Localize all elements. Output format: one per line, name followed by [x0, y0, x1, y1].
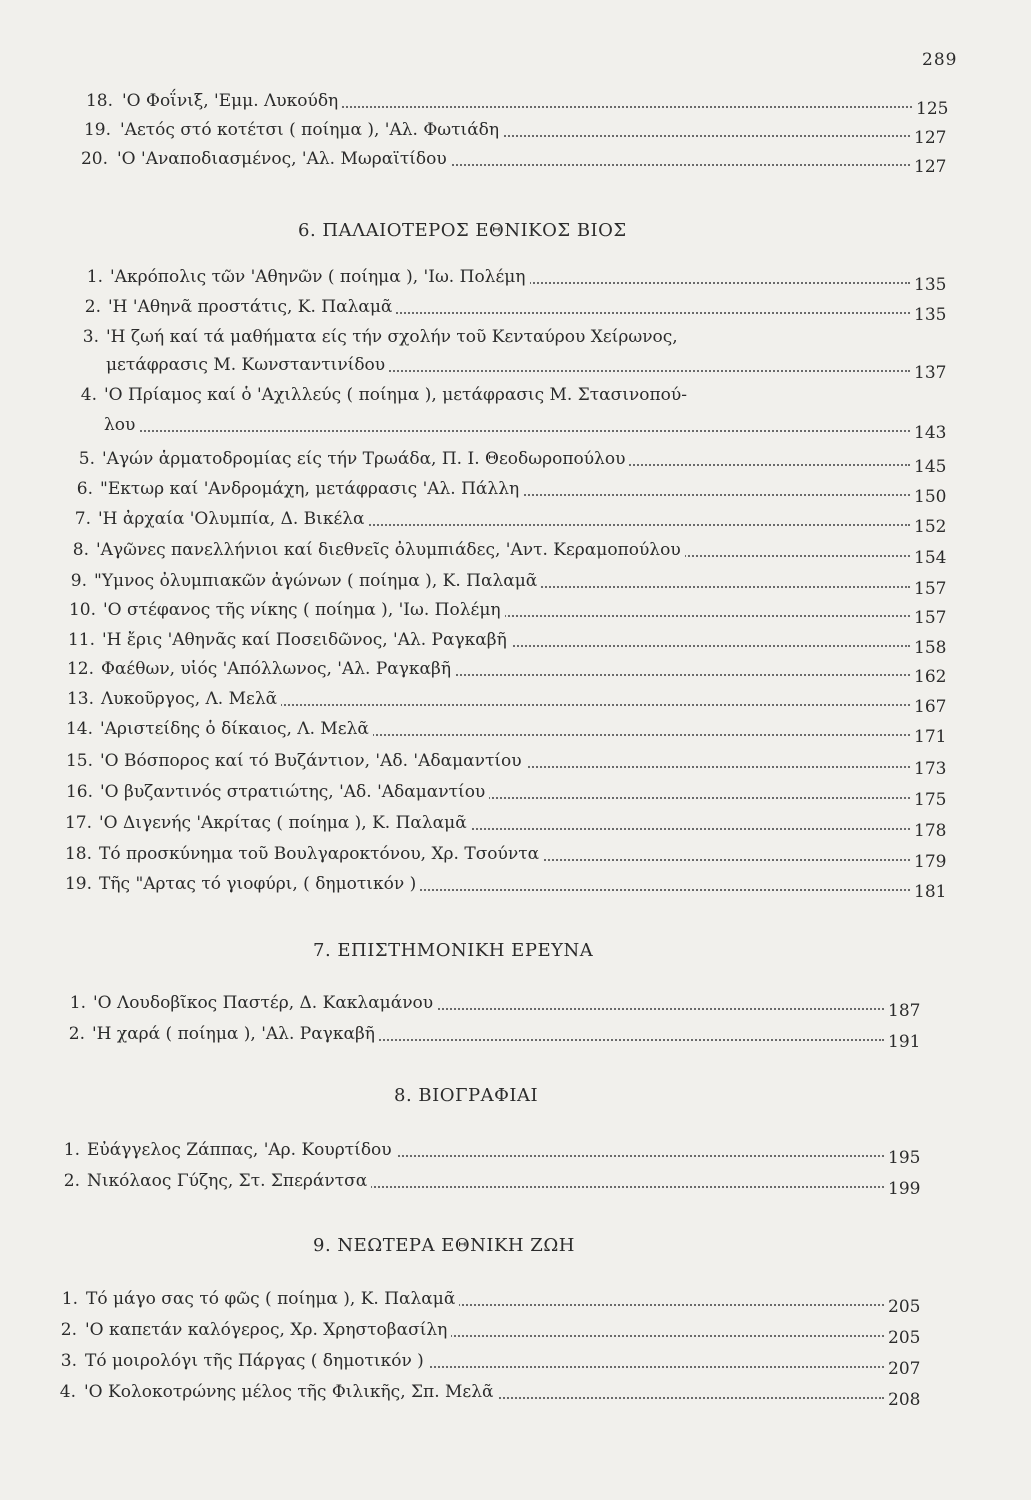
entry-number: 15. — [65, 751, 93, 771]
entry-number: 3. — [60, 1351, 77, 1371]
toc-entry — [0, 688, 1031, 718]
entry-title: Τό μοιρολόγι τῆς Πάργας ( δημοτικόν ) — [85, 1350, 428, 1372]
entry-number: 9. — [70, 571, 87, 591]
entry-title: Τό μάγο σας τό φῶς ( ποίημα ), Κ. Παλαμᾶ — [86, 1288, 459, 1310]
toc-entry — [0, 599, 1031, 629]
entry-page: 127 — [914, 157, 947, 177]
entry-page: 157 — [914, 608, 947, 628]
entry-number: 5. — [78, 449, 95, 469]
toc-entry — [0, 508, 1031, 538]
entry-title: Λυκοῦργος, Λ. Μελᾶ — [101, 688, 281, 710]
entry-number: 11. — [67, 630, 95, 650]
entry-number: 2. — [63, 1171, 80, 1191]
entry-page: 175 — [914, 790, 947, 810]
toc-entry — [0, 539, 1031, 569]
toc-entry — [0, 384, 1031, 442]
entry-number: 19. — [83, 120, 111, 140]
toc-entry — [0, 718, 1031, 748]
entry-number: 17. — [64, 813, 92, 833]
section-heading: 7. ΕΠΙΣΤΗΜΟΝΙΚΗ ΕΡΕΥΝΑ — [313, 940, 594, 961]
toc-entry — [0, 1023, 1031, 1053]
entry-page: 154 — [914, 548, 947, 568]
entry-number: 12. — [66, 659, 94, 679]
entry-title: 'Ο Λουδοβῖκος Παστέρ, Δ. Κακλαμάνου — [93, 992, 437, 1014]
entry-page: 205 — [888, 1328, 921, 1348]
toc-entry — [0, 781, 1031, 811]
entry-title: 'Ακρόπολις τῶν 'Αθηνῶν ( ποίημα ), 'Ιω. Πολέμη — [110, 266, 530, 288]
entry-page: 195 — [888, 1148, 921, 1168]
entry-number: 16. — [65, 782, 93, 802]
entry-page: 171 — [914, 727, 947, 747]
entry-title: Τῆς "Αρτας τό γιοφύρι, ( δημοτικόν ) — [99, 873, 420, 895]
entry-page: 157 — [914, 579, 947, 599]
entry-title: 'Ο καπετάν καλόγερος, Χρ. Χρηστοβασίλη — [85, 1319, 451, 1341]
entry-title: Φαέθων, υἱός 'Απόλλωνος, 'Αλ. Ραγκαβῆ — [101, 658, 455, 680]
toc-entry — [0, 1139, 1031, 1169]
dot-leader — [104, 430, 910, 432]
entry-number: 4. — [80, 385, 97, 405]
entry-page: 143 — [914, 423, 947, 443]
entry-page: 125 — [916, 99, 949, 119]
entry-title: Εὐάγγελος Ζάππας, 'Αρ. Κουρτίδου — [87, 1139, 396, 1161]
entry-number: 1. — [86, 267, 103, 287]
toc-entry — [0, 119, 1031, 149]
entry-number: 13. — [66, 689, 94, 709]
entry-title: "Υμνος ὀλυμπιακῶν ἀγώνων ( ποίημα ), Κ. Παλαμᾶ — [94, 570, 541, 592]
entry-page: 135 — [914, 305, 947, 325]
entry-number: 1. — [69, 993, 86, 1013]
toc-entry — [0, 478, 1031, 508]
entry-number: 7. — [74, 509, 91, 529]
entry-page: 208 — [888, 1390, 921, 1410]
entry-title: 'Ο στέφανος τῆς νίκης ( ποίημα ), 'Ιω. Πολέμη — [103, 599, 505, 621]
entry-page: 127 — [914, 128, 947, 148]
entry-number: 10. — [68, 600, 96, 620]
entry-title: 'Η 'Αθηνᾶ προστάτις, Κ. Παλαμᾶ — [108, 296, 396, 318]
entry-title: 'Αριστείδης ὁ δίκαιος, Λ. Μελᾶ — [100, 718, 373, 740]
section-heading: 6. ΠΑΛΑΙΟΤΕΡΟΣ ΕΘΝΙΚΟΣ ΒΙΟΣ — [298, 220, 627, 241]
entry-title: Τό προσκύνημα τοῦ Βουλγαροκτόνου, Χρ. Τσούντα — [99, 843, 543, 865]
entry-page: 199 — [888, 1179, 921, 1199]
entry-title-continued: λου — [104, 414, 139, 436]
entry-number: 3. — [82, 327, 99, 347]
entry-page: 191 — [888, 1032, 921, 1052]
toc-entry — [0, 1381, 1031, 1411]
entry-page: 150 — [914, 487, 947, 507]
toc-entry — [0, 266, 1031, 296]
entry-number: 2. — [68, 1024, 85, 1044]
entry-title: "Εκτωρ καί 'Ανδρομάχη, μετάφρασις 'Αλ. Πάλλη — [100, 478, 523, 500]
entry-number: 18. — [64, 844, 92, 864]
entry-title: 'Αγῶνες πανελλήνιοι καί διεθνεῖς ὀλυμπιάδες, 'Αντ. Κεραμοπούλου — [96, 539, 685, 561]
toc-entry — [0, 873, 1031, 903]
entry-title: 'Η ἔρις 'Αθηνᾶς καί Ποσειδῶνος, 'Αλ. Ραγκαβῆ — [102, 629, 511, 651]
entry-title: 'Ο Βόσπορος καί τό Βυζάντιον, 'Αδ. 'Αδαμαντίου — [100, 750, 526, 772]
entry-page: 173 — [914, 759, 947, 779]
entry-page: 145 — [914, 457, 947, 477]
entry-number: 6. — [76, 479, 93, 499]
toc-entry — [0, 148, 1031, 178]
entry-number: 14. — [65, 719, 93, 739]
toc-entry — [0, 992, 1031, 1022]
toc-entry — [0, 1288, 1031, 1318]
entry-title: 'Η χαρά ( ποίημα ), 'Αλ. Ραγκαβῆ — [92, 1023, 379, 1045]
entry-page: 181 — [914, 882, 947, 902]
entry-title: Νικόλαος Γύζης, Στ. Σπεράντσα — [87, 1170, 371, 1192]
entry-title: 'Ο Φοΐνιξ, 'Εμμ. Λυκούδη — [122, 90, 342, 112]
toc-entry — [0, 750, 1031, 780]
entry-number: 8. — [72, 540, 89, 560]
entry-title: 'Ο βυζαντινός στρατιώτης, 'Αδ. 'Αδαμαντίου — [100, 781, 489, 803]
entry-page: 179 — [914, 852, 947, 872]
page-number: 289 — [922, 50, 958, 70]
section-heading: 8. ΒΙΟΓΡΑΦΙΑΙ — [394, 1085, 539, 1106]
entry-page: 207 — [888, 1359, 921, 1379]
toc-entry — [0, 448, 1031, 478]
section-heading: 9. ΝΕΩΤΕΡΑ ΕΘΝΙΚΗ ΖΩΗ — [313, 1235, 575, 1256]
entry-title: 'Η ζωή καί τά μαθήματα είς τήν σχολήν τοῦ Κενταύρου Χείρωνος, — [106, 327, 678, 347]
entry-page: 167 — [914, 697, 947, 717]
toc-entry — [0, 1350, 1031, 1380]
toc-entry — [0, 812, 1031, 842]
entry-page: 135 — [914, 275, 947, 295]
entry-title: 'Ο Πρίαμος καί ὁ 'Αχιλλεύς ( ποίημα ), μετάφρασις Μ. Στασινοπού- — [104, 385, 687, 405]
toc-entry — [0, 326, 1031, 383]
entry-number: 20. — [80, 149, 108, 169]
entry-title-continued: μετάφρασις Μ. Κωνσταντινίδου — [106, 354, 389, 376]
entry-page: 205 — [888, 1297, 921, 1317]
entry-page: 158 — [914, 638, 947, 658]
entry-number: 18. — [85, 91, 113, 111]
toc-entry — [0, 90, 1031, 120]
entry-title: 'Ο Κολοκοτρώνης μέλος τῆς Φιλικῆς, Σπ. Μελᾶ — [84, 1381, 497, 1403]
entry-number: 1. — [63, 1140, 80, 1160]
toc-entry — [0, 1319, 1031, 1349]
toc-entry — [0, 843, 1031, 873]
toc-entry — [0, 658, 1031, 688]
entry-number: 2. — [84, 297, 101, 317]
entry-page: 162 — [914, 667, 947, 687]
entry-number: 19. — [64, 874, 92, 894]
entry-page: 187 — [888, 1001, 921, 1021]
toc-entry — [0, 296, 1031, 326]
entry-page: 178 — [914, 821, 947, 841]
entry-number: 2. — [60, 1320, 77, 1340]
entry-number: 4. — [59, 1382, 76, 1402]
entry-title: 'Αγών ἁρματοδρομίας είς τήν Τρωάδα, Π. Ι. Θεοδωροπούλου — [102, 448, 629, 470]
entry-title: 'Ο Διγενής 'Ακρίτας ( ποίημα ), Κ. Παλαμᾶ — [99, 812, 471, 834]
entry-page: 152 — [914, 517, 947, 537]
entry-title: 'Αετός στό κοτέτσι ( ποίημα ), 'Αλ. Φωτιάδη — [120, 119, 503, 141]
entry-title: 'Ο 'Αναποδιασμένος, 'Αλ. Μωραϊτίδου — [117, 148, 451, 170]
toc-entry — [0, 1170, 1031, 1200]
entry-title: 'Η ἀρχαία 'Ολυμπία, Δ. Βικέλα — [98, 508, 369, 530]
toc-entry — [0, 629, 1031, 659]
entry-number: 1. — [61, 1289, 78, 1309]
entry-page: 137 — [914, 363, 947, 383]
toc-entry — [0, 570, 1031, 600]
